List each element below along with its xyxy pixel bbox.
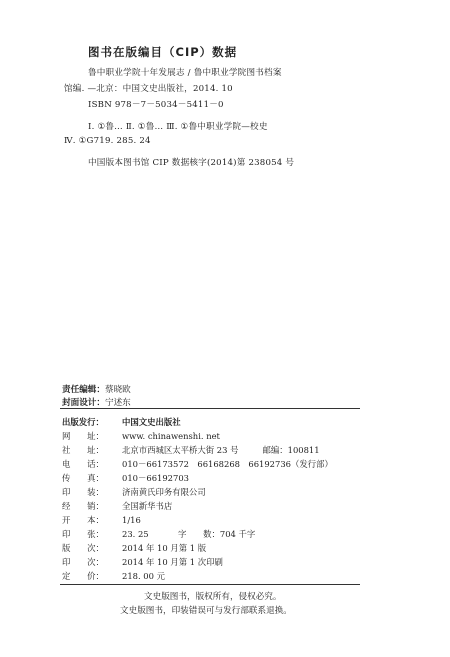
cover-name: 宁述东 xyxy=(104,398,131,408)
divider-rule xyxy=(60,408,360,409)
pub-value: 2014 年 10 月第 1 版 xyxy=(122,543,207,553)
pub-label: 经 销： xyxy=(62,501,104,511)
pub-extra-label: 字 数： xyxy=(178,529,220,539)
return-notice: 文史版图书，印装错误可与发行部联系退换。 xyxy=(120,606,292,616)
pub-value: 010－66192703 xyxy=(122,473,189,483)
divider-rule-bottom xyxy=(60,584,360,585)
pub-value: 010－66173572 66168268 66192736（发行部） xyxy=(122,459,333,469)
pub-value: 北京市西城区太平桥大街 23 号 xyxy=(122,445,239,455)
pub-value: 全国新华书店 xyxy=(122,501,173,511)
pub-extra-value: 100811 xyxy=(287,445,320,455)
cip-isbn: ISBN 978－7－5034－5411－0 xyxy=(88,100,224,110)
cip-title: 图书在版编目（CIP）数据 xyxy=(88,45,238,59)
pub-extra-value: 704 千字 xyxy=(219,529,256,539)
pub-label: 电 话： xyxy=(62,459,104,469)
pub-row-sheets xyxy=(62,528,255,540)
pub-label: 定 价： xyxy=(62,571,104,581)
pub-label: 印 张： xyxy=(62,529,104,539)
pub-row-website xyxy=(62,430,220,442)
pub-value: www. chinawenshi. net xyxy=(122,431,220,441)
pub-label: 社 址： xyxy=(62,445,104,455)
pub-value: 济南黄氏印务有限公司 xyxy=(122,487,206,497)
editor-credit xyxy=(62,383,131,395)
editor-name: 蔡晓欧 xyxy=(104,385,131,395)
cip-line-4: Ⅰ. ①鲁… Ⅱ. ①鲁… Ⅲ. ①鲁中职业学院—校史 xyxy=(88,122,268,132)
pub-row-fax xyxy=(62,472,189,484)
cover-credit xyxy=(62,396,131,408)
pub-row-format xyxy=(62,514,141,526)
pub-row-publisher xyxy=(62,416,181,428)
pub-label: 开 本： xyxy=(62,515,104,525)
pub-value: 2014 年 10 月第 1 次印刷 xyxy=(122,557,223,567)
pub-label: 网 址： xyxy=(62,431,104,441)
pub-row-address xyxy=(62,444,320,456)
pub-row-phone xyxy=(62,458,333,470)
pub-value: 1/16 xyxy=(122,515,141,525)
pub-label: 版 次： xyxy=(62,543,104,553)
pub-row-printing xyxy=(62,486,206,498)
pub-label: 印 装： xyxy=(62,487,104,497)
copyright-notice: 文史版图书，版权所有，侵权必究。 xyxy=(144,592,282,602)
pub-value: 218. 00 元 xyxy=(122,571,166,581)
pub-row-impression xyxy=(62,556,223,568)
pub-row-edition xyxy=(62,542,206,554)
pub-row-distribution xyxy=(62,500,172,512)
cover-label: 封面设计： xyxy=(62,398,105,408)
pub-extra-label: 邮编： xyxy=(262,445,288,455)
cip-catalog-number: 中国版本图书馆 CIP 数据核字(2014)第 238054 号 xyxy=(88,158,295,168)
pub-row-price xyxy=(62,570,165,582)
cip-line-5: Ⅳ. ①G719. 285. 24 xyxy=(64,136,151,146)
pub-value: 中国文史出版社 xyxy=(122,417,181,427)
pub-label: 出版发行： xyxy=(62,417,104,427)
pub-value: 23. 25 xyxy=(122,529,149,539)
pub-label: 传 真： xyxy=(62,473,104,483)
cip-line-2: 馆编. —北京：中国文史出版社，2014. 10 xyxy=(64,84,233,94)
cip-line-1: 鲁中职业学院十年发展志 / 鲁中职业学院图书档案 xyxy=(88,68,282,78)
editor-label: 责任编辑： xyxy=(62,385,105,395)
pub-label: 印 次： xyxy=(62,557,104,567)
